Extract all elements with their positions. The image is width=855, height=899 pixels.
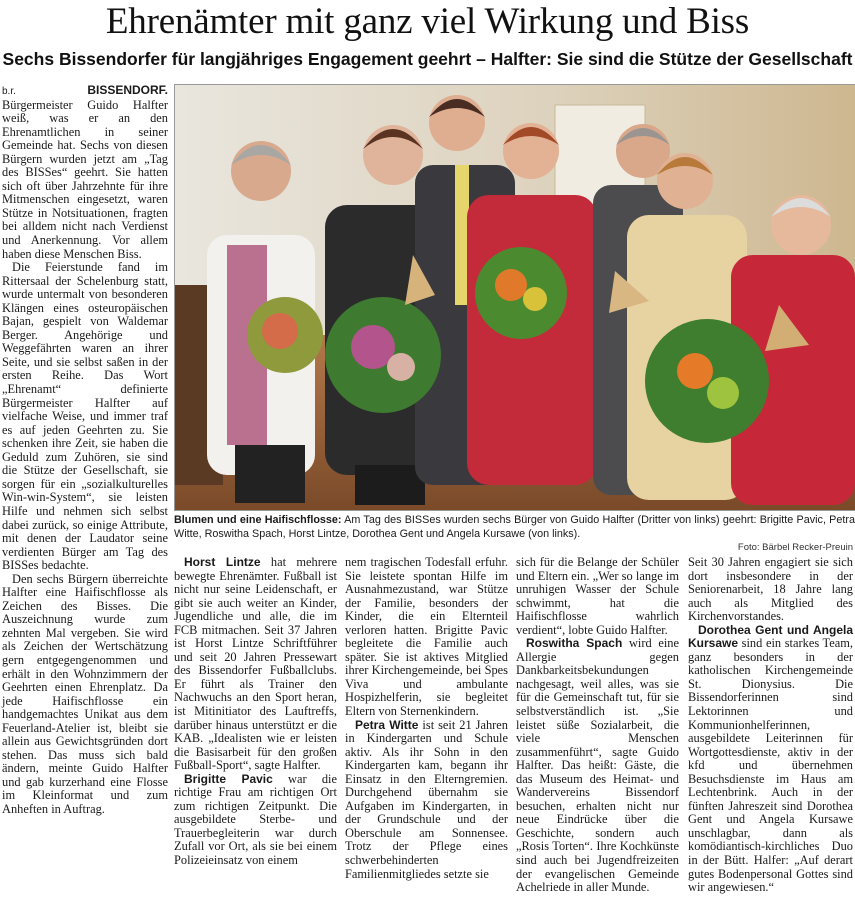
article-paragraph: [688, 624, 853, 895]
article-paragraph: Seit 30 Jahren engagiert sie sich dort insbesondere in der Seniorenarbeit, 18 Jahre lang auch als Mitglied des Kirchenvorstandes.: [688, 555, 853, 624]
article-paragraph: [2, 84, 168, 261]
paragraph-text: sind ein starkes Team, ganz besonders in der katholischen Kirchengemeinde St. Dionysius. Die Bissendorferinnen sind Lektorinnen und Kommunionhelferinnen, ausgebildete Leiterinnen für Wortgottesdienste, aktiv in der kfd und übernehmen Besuchsdienste im Haus am Lechtenbrink. Auch in der fünften Jahreszeit sind Dorothea Gent und Angela Kursawe unschlagbar, dann als komödiantisch-kirchliches Duo in der Bütt. Halfer: „Auf derart gutes Bodenpersonal Gottes sind wir angewiesen.“: [688, 636, 853, 895]
article-paragraph: sich für die Belange der Schüler und Eltern ein. „Wer so lange im unruhigen Wasser der Schule schwimmt, hat die Haifischflosse wahrlich verdient“, lobte Guido Halfter.: [516, 555, 679, 637]
article-column-1: [2, 84, 168, 817]
paragraph-text: hat mehrere bewegte Ehrenämter. Fußball ist nicht nur seine Leidenschaft, er gibt sie auch weiter an Kinder, Jugendliche und alle, die im FCB mitmachen. Seit 37 Jahren ist Horst Lintze Schriftführer und seit 20 Jahren Pressewart des Bissendorfer Fußballclubs. Er führt als Trainer den Nachwuchs an den Sport heran, ist Mitinitiator des Lauftreffs, darüber hinaus unterstützt er die KAB. „Idealisten wie er leisten die Basisarbeit für den großen Fußball-Sport“, sagte Halfter.: [174, 555, 338, 773]
person-name: Dorothea Gent und Angela Kursawe: [688, 622, 853, 651]
person-name: Petra Witte: [355, 717, 419, 732]
article-column-2: [174, 556, 337, 868]
article-column-5: [688, 556, 853, 895]
photo-caption: [174, 513, 855, 541]
paragraph-text: ist seit 21 Jahren in Kindergarten und Schule aktiv. Als ihr Sohn in den Kindergarten kam, begann ihr Einsatz in den Elterngremien. Durchgehend übernahm sie Aufgaben im Kindergarten, in der Grundschule und der Oberschule am Sonnensee. Trotz der Pflege eines schwerbehinderten Familienmitgliedes setzte sie: [345, 717, 508, 881]
article-paragraph: [345, 719, 508, 882]
paragraph-text: war die richtige Frau am richtigen Ort zum richtigen Zeitpunkt. Die ausgebildete Sterbe- und Trauerbegleiterin war durch Zufall vor Ort, als sie bei einem Polizeieinsatz von einem: [174, 771, 337, 868]
paragraph-text: wird eine Allergie gegen Dankbarkeitsbekundungen nachgesagt, weil alles, was sie für die Gemeinschaft tut, für sie selbstverständlich ist. „Sie leistet süße Sozialarbeit, die viele Menschen zusammenführt“, sagte Guido Halfter. Das heißt: Gäste, die das Museum des Heimat- und Wandervereins Bissendorf besuchen, erhalten nicht nur neue Eindrücke über die Geschichte, sondern auch „Rosis Torten“. Ihre Kochkünste sind auch bei Jugendfreizeiten der evangelischen Gemeinde Achelriede in aller Munde.: [516, 636, 680, 895]
article-paragraph: Den sechs Bürgern überreichte Halfter eine Haifischflosse als Zeichen des Bisses. Die Auszeichnung wurde zum zehnten Mal vergeben. Sie wird als Zeichen der Wertschätzung gern entgegengenommen und erhält in den Wohnzimmern der Geehrten einen Ehrenplatz. Da jede Haifischflosse ein handgemachtes Unikat aus dem Feuerland-Atelier ist, bleibt sie allein aus Gewichtsgründen dort stehen. Das muss sich bald ändern, meinte Guido Halfter und gab kurzerhand eine Flosse im Kleinformat und zum Anheften in Auftrag.: [2, 571, 168, 816]
article-paragraph: [516, 637, 679, 894]
subheadline: Sechs Bissendorfer für langjähriges Engagement geehrt – Halfter: Sie sind die Stütze der Gesellschaft: [2, 49, 853, 69]
person-name: Roswitha Spach: [526, 636, 623, 651]
photo-credit: Foto: Bärbel Recker-Preuin: [737, 542, 853, 553]
group-photo: [174, 84, 855, 511]
article-paragraph: Die Feierstunde fand im Rittersaal der Schelenburg statt, wurde untermalt von besonderen Klängen eines osteuropäischen Bajan, gespielt von Waldemar Berger. Angehörige und Weggefährten waren an ihrer Seite, und sie selbst saßen in der ersten Reihe. Das Wort „Ehrenamt“ definierte Bürgermeister Halfter auf vielfache Weise, und immer traf es auf jeden Geehrten zu. Sie schenken ihre Zeit, sie haben die Geduld zum Zuhören, sie sind die Stütze der Gesellschaft, sie sorgen für ein „sozialkulturelles Win-win-System“, sie leisten Hilfe und nehmen sich selbst dabei zurück, so einige Attribute, mit denen der Laudator seine verdienten Bürger am Tag des BISSes bedachte.: [2, 260, 168, 573]
caption-text: Am Tag des BISSes wurden sechs Bürger von Guido Halfter (Dritter von links) geehrt: Brigitte Pavic, Petra Witte, Roswitha Spach, Horst Lintze, Dorothea Gent und Angela Kursawe (von links).: [174, 514, 855, 540]
person-name: Brigitte Pavic: [184, 771, 273, 786]
caption-lead: Blumen und eine Haifischflosse:: [174, 514, 342, 526]
paragraph-text: Bürgermeister Guido Halfter weiß, was er an den Ehrenamtlichen in seiner Gemeinde hat. Sechs von diesen Bürgern wurden jetzt am „Tag des BISSes“ geehrt. Sie hatten sich oft über Jahrzehnte für ihre Mitmenschen eingesetzt, waren Stütze in Notsituationen, fragten bei alldem nicht nach Verdienst und Anerkennung. Vor allem haben diese Menschen Biss.: [2, 97, 168, 261]
article-column-3: [345, 556, 508, 881]
article-paragraph: nem tragischen Todesfall erfuhr. Sie leistete spontan Hilfe im Ausnahmezustand, war Stütze der Familie, besonders der Kinder, die ein Elternteil verloren hatten. Brigitte Pavic begleitete die Familie auch später. Sie ist aktives Mitglied ihrer Kirchengemeinde, bei Spes Viva und ambulante Hospizhelferin, sie begleitet Eltern von Sternenkindern.: [345, 555, 508, 719]
article-paragraph: [174, 556, 337, 773]
person-name: Horst Lintze: [184, 555, 261, 569]
byline: b.r.: [2, 86, 16, 97]
dateline: BISSENDORF.: [87, 83, 168, 97]
article-paragraph: [174, 773, 337, 868]
headline: Ehrenämter mit ganz viel Wirkung und Biss: [105, 1, 750, 42]
article-column-4: [516, 556, 679, 895]
